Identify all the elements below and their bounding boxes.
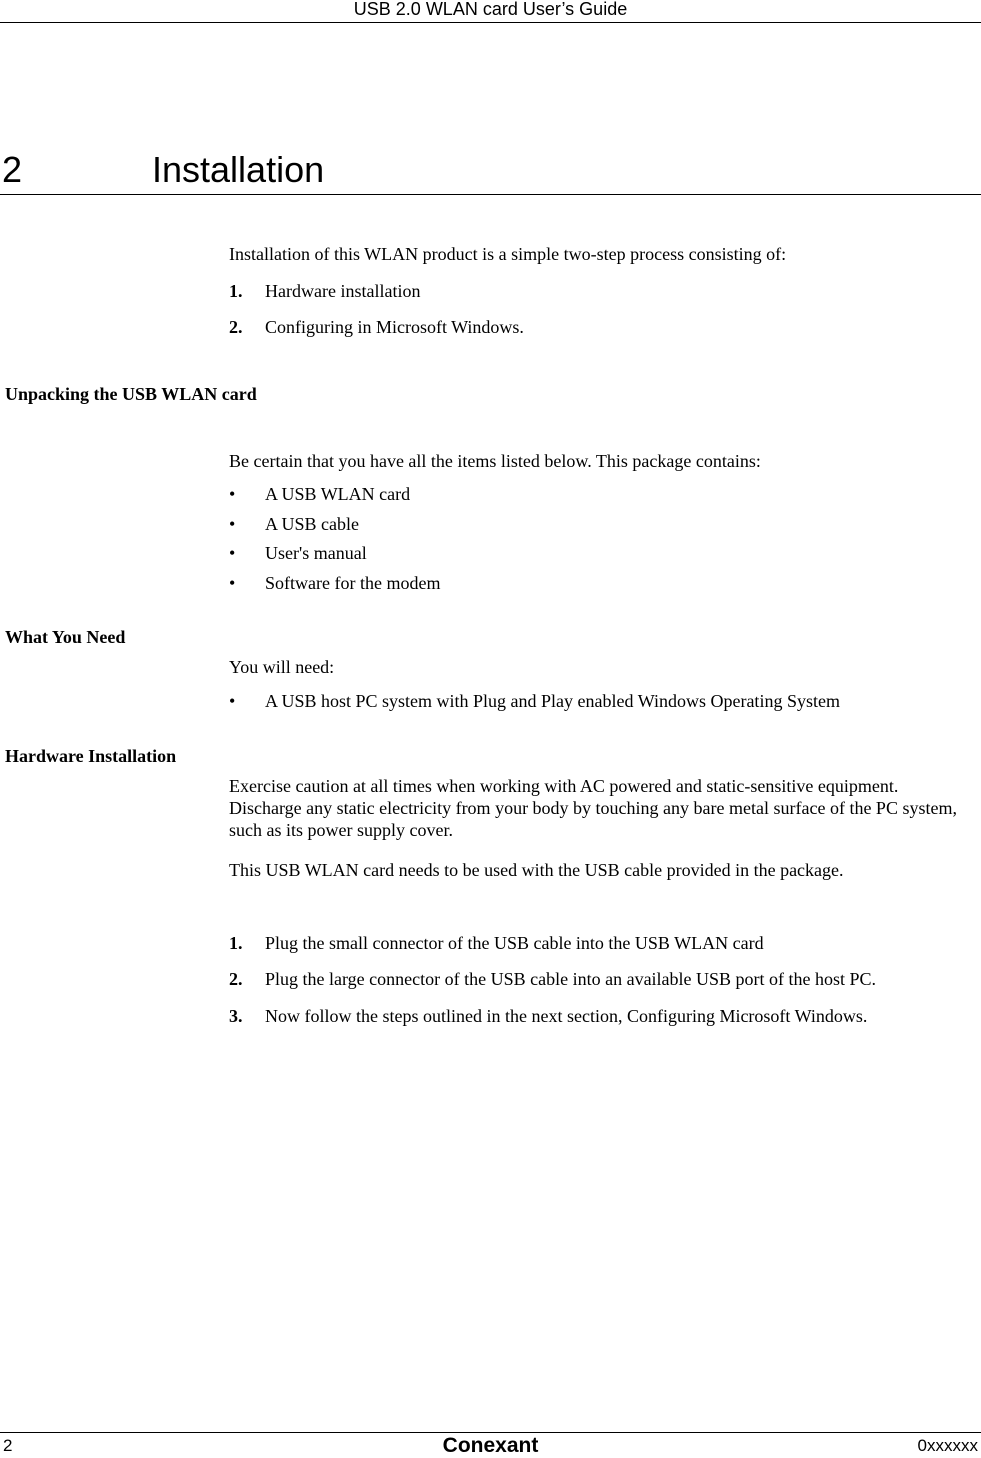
list-item-text: Software for the modem [265,573,441,593]
package-list-item [229,571,440,595]
hardware-step [229,967,876,991]
step-number: 2. [229,317,243,337]
section-heading-hardware: Hardware Installation [5,746,177,766]
bullet-icon: • [229,514,236,534]
step-number: 3. [229,1006,243,1026]
chapter-number: 2 [2,149,23,190]
step-text: Hardware installation [265,281,421,301]
package-list-item [229,482,410,506]
intro-paragraph: Installation of this WLAN product is a simple two-step process consisting of: [229,244,787,264]
package-list-item [229,541,367,565]
step-text: Plug the small connector of the USB cable into the USB WLAN card [265,933,764,953]
step-text: Plug the large connector of the USB cable into an available USB port of the host PC. [265,969,877,989]
list-item-text: A USB WLAN card [265,484,411,504]
intro-step [229,279,420,303]
list-item-text: User's manual [265,543,367,563]
document-title: USB 2.0 WLAN card User’s Guide [353,0,628,19]
bullet-icon: • [229,573,236,593]
step-number: 1. [229,933,243,953]
bullet-icon: • [229,484,236,504]
document-code: 0xxxxxx [917,1436,978,1455]
caution-paragraph: Exercise caution at all times when working with AC powered and static-sensitive equipment. Discharge any static electricity from your body by touching any bare metal surface of the PC system, such as its power supply cover. [229,776,957,840]
section-heading-unpacking: Unpacking the USB WLAN card [5,384,257,404]
list-item-text: A USB host PC system with Plug and Play enabled Windows Operating System [265,691,840,711]
page-footer [0,1432,981,1458]
page-number: 2 [3,1436,13,1455]
list-item-text: A USB cable [265,514,359,534]
running-header [0,0,981,23]
cable-note-paragraph: This USB WLAN card needs to be used with the USB cable provided in the package. [229,860,844,880]
company-name: Conexant [442,1434,539,1457]
step-number: 1. [229,281,243,301]
chapter-heading [0,146,981,195]
step-number: 2. [229,969,243,989]
need-paragraph: You will need: [229,657,335,677]
section-heading-what-you-need: What You Need [5,627,126,647]
hardware-step [229,1004,867,1028]
intro-step [229,315,524,339]
bullet-icon: • [229,691,236,711]
package-list-item [229,512,359,536]
unpacking-paragraph: Be certain that you have all the items listed below. This package contains: [229,451,761,471]
chapter-title: Installation [152,149,325,190]
need-list-item [229,689,840,713]
bullet-icon: • [229,543,236,563]
step-text: Now follow the steps outlined in the next section, Configuring Microsoft Windows. [265,1006,868,1026]
step-text: Configuring in Microsoft Windows. [265,317,524,337]
hardware-step [229,931,764,955]
